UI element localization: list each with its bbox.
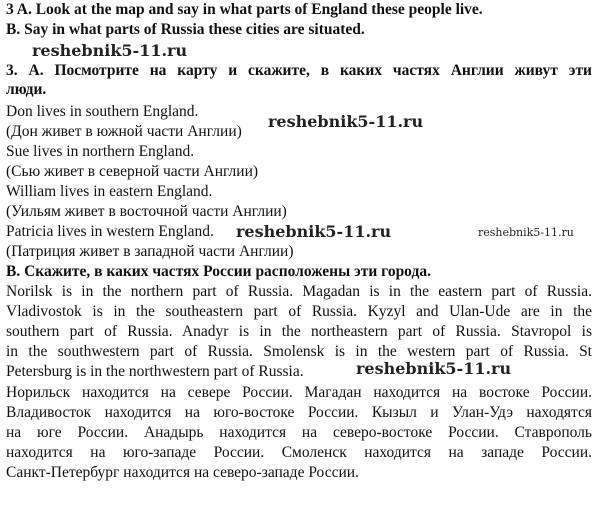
answer-b-russian-line-1: Норильск находится на севере России. Магадан находится на востоке России.	[6, 384, 592, 401]
heading-a-english: 3 A. Look at the map and say in what parts of England these people live.	[6, 1, 483, 18]
answer-b-english-line-2: Vladivostok is in the southeastern part of Russia. Kyzyl and Ulan-Ude are in the	[6, 303, 592, 320]
answer-b-russian-line-2: Владивосток находится на юго-востоке России. Кызыл и Улан-Удэ находятся	[6, 404, 592, 421]
watermark-text: reshebnik5-11.ru	[478, 226, 574, 239]
answer-a-2-russian: (Сью живет в северной части Англии)	[6, 163, 259, 180]
answer-a-3-english: William lives in eastern England.	[6, 183, 213, 200]
heading-b-russian: В. Скажите, в каких частях России расположены эти города.	[6, 263, 431, 280]
watermark-text: reshebnik5-11.ru	[32, 41, 188, 60]
answer-b-english-line-5: Petersburg is in the northwestern part of Russia.	[6, 363, 304, 380]
heading-b-english: B. Say in what parts of Russia these cities are situated.	[6, 21, 365, 38]
answer-a-1-russian: (Дон живет в южной части Англии)	[6, 123, 242, 140]
answer-b-russian-line-5: Санкт-Петербург находится на северо-западе России.	[6, 464, 359, 481]
answer-a-2-english: Sue lives in northern England.	[6, 143, 195, 160]
answer-b-english-line-1: Norilsk is in the northern part of Russia. Magadan is in the eastern part of Russia.	[6, 283, 592, 300]
answer-a-3-russian: (Уильям живет в восточной части Англии)	[6, 203, 287, 220]
heading-a-russian-line-2: люди.	[6, 81, 47, 98]
watermark-text: reshebnik5-11.ru	[356, 359, 512, 378]
answer-b-english-line-4: in the southwestern part of Russia. Smolensk is in the western part of Russia. St	[6, 343, 592, 360]
watermark-text: reshebnik5-11.ru	[236, 222, 392, 241]
watermark-text: reshebnik5-11.ru	[268, 112, 424, 131]
answer-a-1-english: Don lives in southern England.	[6, 103, 199, 120]
heading-a-russian-line-1: 3. А. Посмотрите на карту и скажите, в каких частях Англии живут эти	[6, 62, 592, 79]
answer-b-english-line-3: southern part of Russia. Anadyr is in the northeastern part of Russia. Stavropol is	[6, 323, 592, 340]
answer-b-russian-line-3: на юге России. Анадырь находится на северо-востоке России. Ставрополь	[6, 424, 592, 441]
answer-a-4-english: Patricia lives in western England.	[6, 223, 214, 240]
answer-b-russian-line-4: находится на юго-западе России. Смоленск находится на западе России.	[6, 444, 592, 461]
answer-a-4-russian: (Патриция живет в западной части Англии)	[6, 243, 294, 260]
